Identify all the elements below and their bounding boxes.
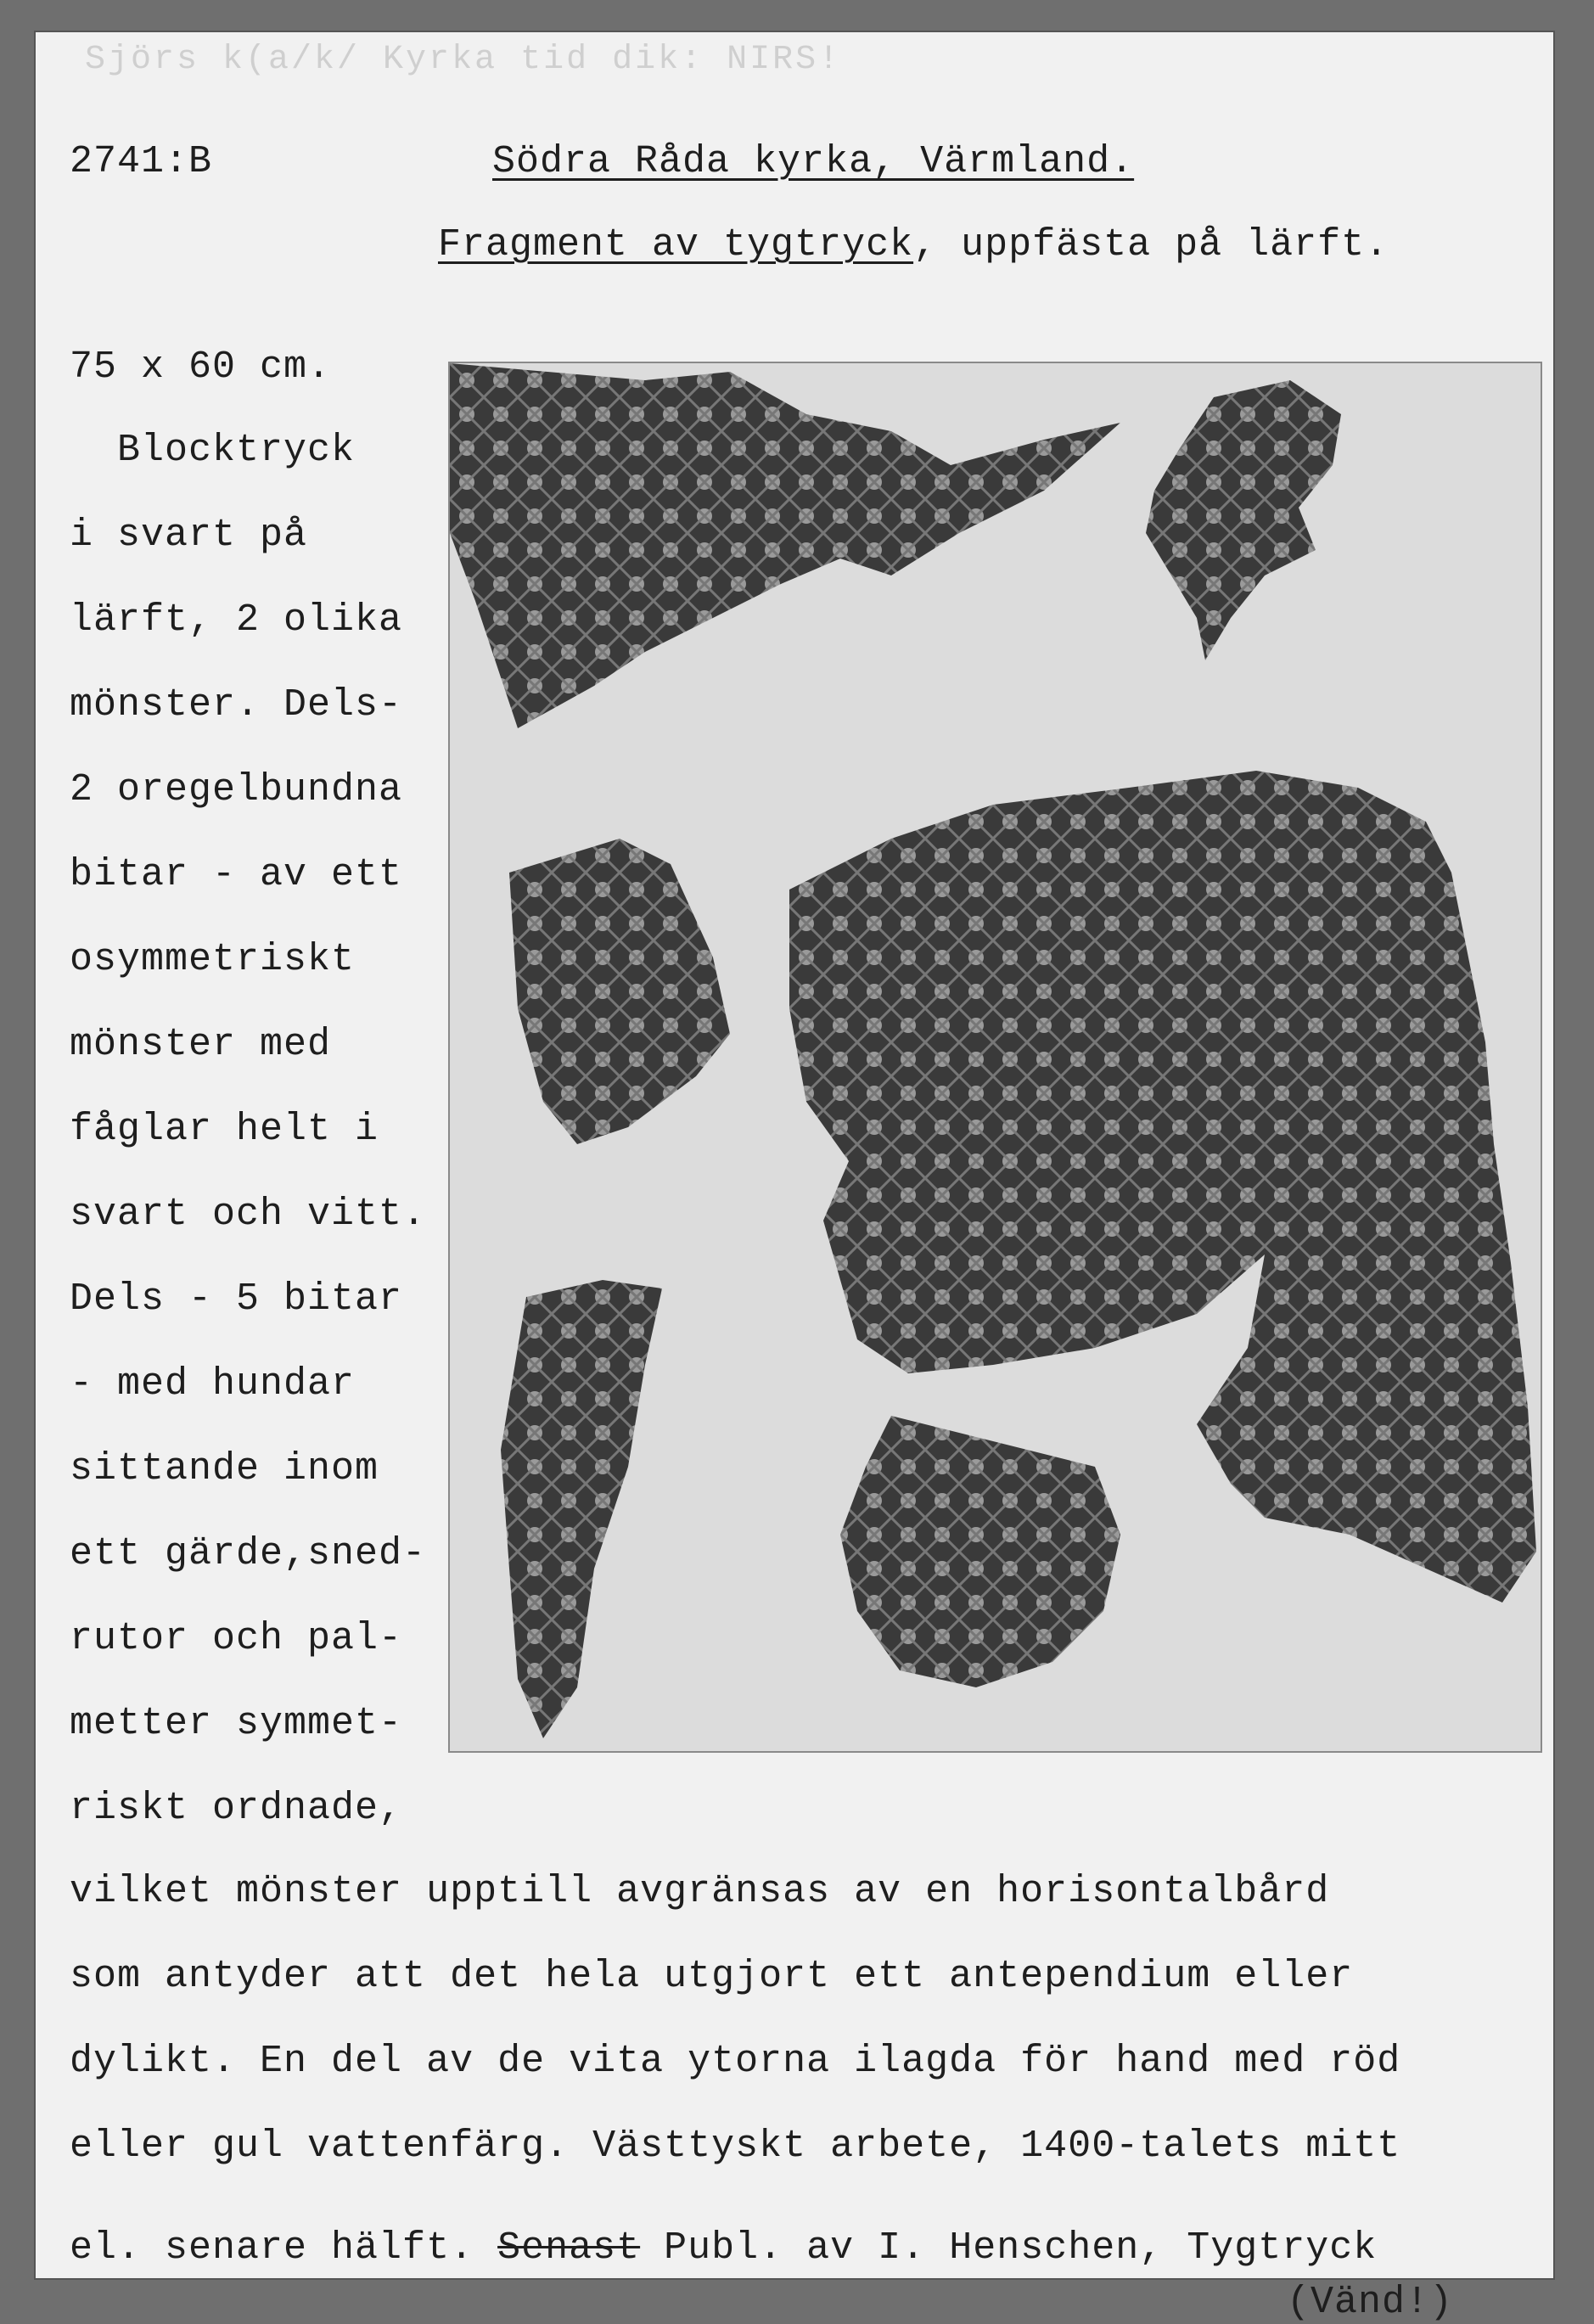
last-line	[70, 2226, 1378, 2270]
fragment-left-small	[509, 839, 730, 1144]
description-line: vilket mönster upptill avgränsas av en horisontalbård	[70, 1870, 1330, 1913]
description-line: osymmetriskt	[70, 938, 356, 981]
description-line: bitar - av ett	[70, 853, 403, 896]
description-line: rutor och pal-	[70, 1617, 403, 1660]
card-subtitle	[438, 223, 1389, 267]
description-line: Blocktryck	[70, 429, 356, 472]
description-line: som antyder att det hela utgjort ett antependium eller	[70, 1955, 1354, 1998]
fragment-top-left	[450, 363, 1120, 728]
struck-word: Senast	[497, 2226, 641, 2270]
description-line: sittande inom	[70, 1447, 379, 1490]
turn-note: (Vänd!)	[1287, 2281, 1454, 2324]
card-title: Södra Råda kyrka, Värmland.	[492, 140, 1135, 183]
description-line: eller gul vattenfärg. Västtyskt arbete, 1400-talets mitt	[70, 2125, 1401, 2168]
description-line: - med hundar	[70, 1362, 356, 1406]
description-line: Dels - 5 bitar	[70, 1277, 403, 1321]
description-line: mönster med	[70, 1023, 332, 1066]
description-line: 2 oregelbundna	[70, 768, 403, 811]
description-line: metter symmet-	[70, 1702, 403, 1745]
description-line: mönster. Dels-	[70, 683, 403, 727]
subtitle-underlined: Fragment av tygtryck	[438, 223, 914, 267]
description-line: lärft, 2 olika	[70, 598, 403, 642]
textile-photo	[450, 363, 1541, 1751]
description-line: fåglar helt i	[70, 1108, 379, 1151]
faint-header-text: Sjörs k(a/k/ Kyrka tid dik: NIRS!	[85, 41, 842, 79]
description-line: i svart på	[70, 514, 308, 557]
catalog-card	[34, 31, 1555, 2324]
fragment-top-right	[1146, 380, 1341, 660]
description-line: dylikt. En del av de vita ytorna ilagda för hand med röd	[70, 2040, 1401, 2083]
fragment-lower-center	[840, 1416, 1120, 1687]
dimensions: 75 x 60 cm.	[70, 345, 332, 389]
description-line: riskt ordnade,	[70, 1787, 403, 1830]
fragment-lower-left	[501, 1280, 662, 1738]
publication-note: Publ. av I. Henschen, Tygtryck	[664, 2226, 1378, 2270]
description-line: svart och vitt.	[70, 1193, 427, 1236]
description-line: ett gärde,sned-	[70, 1532, 427, 1575]
catalog-id: 2741:B	[70, 140, 213, 183]
last-line-prefix: el. senare hälft.	[70, 2226, 474, 2270]
subtitle-rest: , uppfästa på lärft.	[913, 223, 1389, 267]
textile-fragments-image	[450, 363, 1541, 1751]
